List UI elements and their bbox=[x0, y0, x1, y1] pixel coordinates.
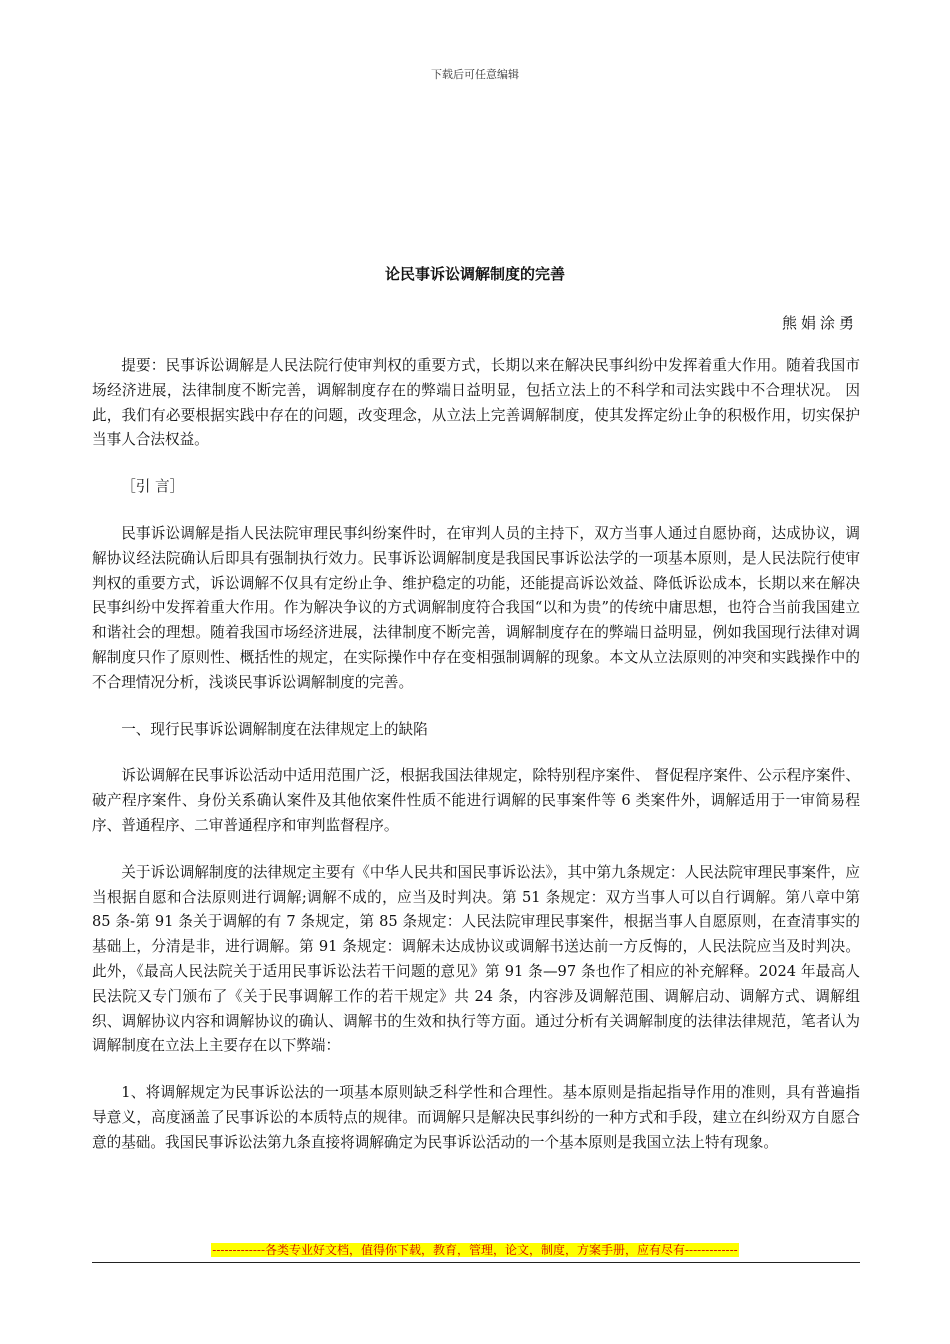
article-authors: 熊娟涂勇 bbox=[781, 314, 858, 332]
body-paragraph: 1、将调解规定为民事诉讼法的一项基本原则缺乏科学性和合理性。基本原则是指起指导作用的准则，具有普遍指导意义，高度涵盖了民事诉讼的本质特点的规律。而调解只是解决民事纠纷的一种方式和手段，建立在纠纷双方自愿合意的基础。我国民事诉讼法第九条直接将调解确定为民事诉讼活动的一个基本原则是我国立法上特有现象。 bbox=[92, 1084, 860, 1151]
footer-divider bbox=[92, 1262, 860, 1263]
abstract-paragraph: 提要：民事诉讼调解是人民法院行使审判权的重要方式，长期以来在解决民事纠纷中发挥着重大作用。随着我国市场经济进展，法律制度不断完善，调解制度存在的弊端日益明显，包括立法上的不科学和司法实践中不合理状况。 因此，我们有必要根据实践中存在的问题，改变理念，从立法上完善调解制度，使其发挥定纷止争的积极作用，切实保护当事人合法权益。 bbox=[92, 357, 860, 449]
article-body bbox=[92, 354, 860, 1178]
introduction-heading: ［引 言］ bbox=[121, 478, 185, 496]
body-paragraph: 关于诉讼调解制度的法律规定主要有《中华人民共和国民事诉讼法》，其中第九条规定：人民法院审理民事案件，应当根据自愿和合法原则进行调解;调解不成的，应当及时判决。第 51 条规定：双方当事人可以自行调解。第八章中第 85 条-第 91 条关于调解的有 7 条规定，第 85 条规定：人民法院审理民事案件，根据当事人自愿原则，在查清事实的基础上，分清是非，进行调解。第 91 条规定：调解未达成协议或调解书送达前一方反悔的，人民法院应当及时判决。此外，《最高人民法院关于适用民事诉讼法若干问题的意见》第 91 条—97 条也作了相应的补充解释。2024 年最高人民法院又专门颁布了《关于民事调解工作的若干规定》共 24 条，内容涉及调解范围、调解启动、调解方式、调解组织、调解协议内容和调解协议的确认、调解书的生效和执行等方面。通过分析有关调解制度的法律法律规范，笔者认为调解制度在立法上主要存在以下弊端： bbox=[92, 863, 860, 1055]
section-one-heading: 一、现行民事诉讼调解制度在法律规定上的缺陷 bbox=[121, 720, 428, 738]
body-paragraph: 诉讼调解在民事诉讼活动中适用范围广泛，根据我国法律规定，除特别程序案件、 督促程序案件、公示程序案件、破产程序案件、身份关系确认案件及其他依案件性质不能进行调解的民事案件等 6 类案件外，调解适用于一审简易程序、普通程序、二审普通程序和审判监督程序。 bbox=[92, 767, 860, 834]
footer-banner bbox=[0, 1243, 950, 1258]
article-title: 论民事诉讼调解制度的完善 bbox=[384, 265, 565, 283]
footer-banner-text: -------------各类专业好文档，值得你下载，教育，管理，论文，制度，方案手册，应有尽有------------- bbox=[212, 1243, 738, 1257]
introduction-paragraph: 民事诉讼调解是指人民法院审理民事纠纷案件时，在审判人员的主持下，双方当事人通过自愿协商，达成协议，调解协议经法院确认后即具有强制执行效力。民事诉讼调解制度是我国民事诉讼法学的一项基本原则，是人民法院行使审判权的重要方式，诉讼调解不仅具有定纷止争、维护稳定的功能，还能提高诉讼效益、降低诉讼成本，长期以来在解决民事纠纷中发挥着重大作用。作为解决争议的方式调解制度符合我国“以和为贵”的传统中庸思想，也符合当前我国建立和谐社会的理想。随着我国市场经济进展，法律制度不断完善，调解制度存在的弊端日益明显，例如我国现行法律对调解制度只作了原则性、概括性的规定，在实际操作中存在变相强制调解的现象。本文从立法原则的冲突和实践操作中的不合理情况分析，浅谈民事诉讼调解制度的完善。 bbox=[92, 524, 860, 691]
page-header-note: 下载后可任意编辑 bbox=[431, 68, 519, 81]
